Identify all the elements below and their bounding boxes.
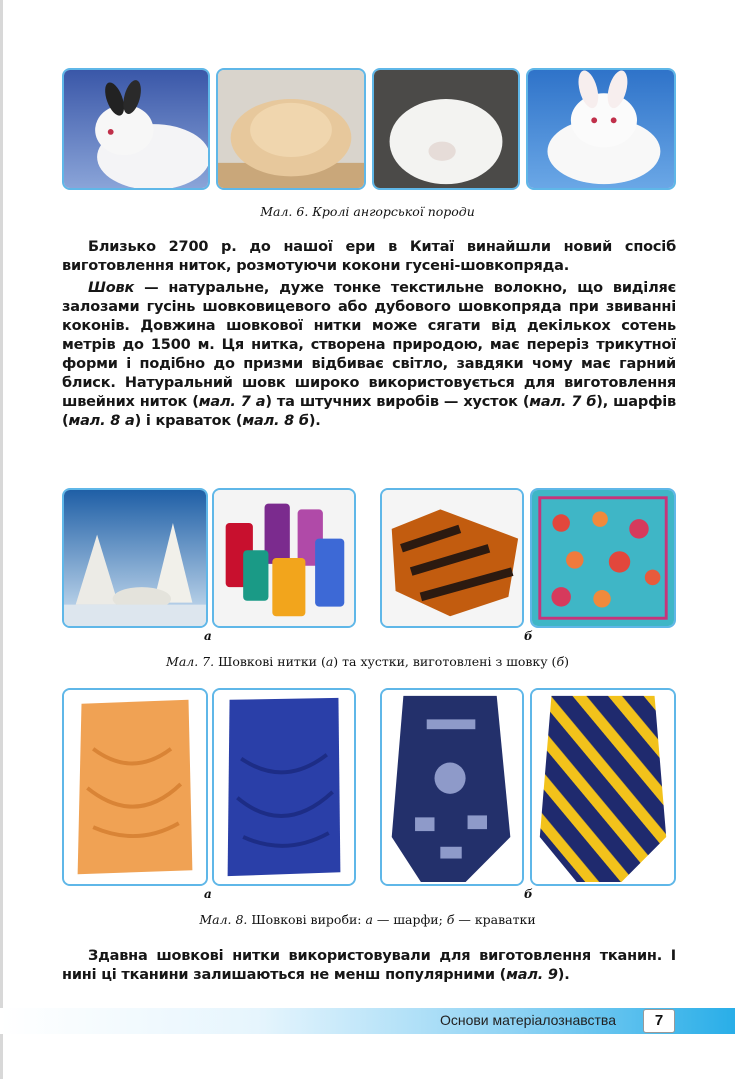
ref-fig7a: мал. 7 а — [198, 394, 266, 410]
figure8-caption-part3: — краватки — [454, 912, 536, 927]
photo-scarf-patterned — [530, 488, 676, 628]
paragraph-1-text: Близько 2700 р. до нашої ери в Китаї винайшли новий спосіб виготовлення ниток, розмотуючи кокони гусені-шовкопряда. — [62, 239, 676, 274]
figure7-caption-part1: Шовкові нитки ( — [214, 654, 326, 669]
footer-bar — [0, 1008, 735, 1034]
figure8-caption-part1: Шовкові вироби: — [247, 912, 366, 927]
photo-tie-patterned — [380, 688, 524, 886]
figure7-label-b: б — [524, 629, 533, 643]
figure7-caption-a: а — [325, 654, 334, 669]
figure7-caption-b: б — [556, 654, 565, 669]
figure7-caption-part3: ) — [564, 654, 569, 669]
ref-fig7b: мал. 7 б — [529, 394, 597, 410]
figure7-caption-part2: ) та хустки, виготовлені з шовку ( — [333, 654, 557, 669]
paragraph-3-part2: ). — [557, 967, 570, 983]
figure7-caption — [0, 654, 735, 669]
figure8-caption-a: а — [365, 912, 373, 927]
ref-fig8a: мал. 8 а — [68, 413, 135, 429]
photo-rabbit-2 — [216, 68, 366, 190]
paragraph-2-part5: ). — [308, 413, 321, 429]
paragraph-2-part3: ), шарфів ( — [62, 394, 677, 429]
paragraph-2-part2: ) та штучних виробів — хусток ( — [265, 394, 530, 410]
photo-scarf-blue — [212, 688, 356, 886]
paragraph-2-part1: — натуральне, дуже тонке текстильне волокно, що виділяє залозами гусінь шовковицевого або дубового шовкопряда при звиванні коконів. Довжина шовкової нитки може сягати від декількох сотень метрів до 1500 м. Ця нитка, створена природою, має переріз трикутної форми і подібно до призми відбиває світло, завдяки чому має гарний блиск. Натуральний шовк широко використовується для виготовлення швейних ниток ( — [62, 280, 676, 410]
paragraph-3 — [62, 947, 676, 985]
figure8-caption-b: б — [446, 912, 455, 927]
photo-thread-cones-white — [62, 488, 208, 628]
page-number: 7 — [643, 1009, 675, 1033]
photo-rabbit-1 — [62, 68, 210, 190]
figure8-label-a: а — [204, 887, 212, 901]
photo-scarf-brown-orange — [380, 488, 524, 628]
ref-fig8b: мал. 8 б — [242, 413, 309, 429]
figure6-caption-text: Мал. 6. Кролі ангорської породи — [260, 204, 475, 219]
footer-title: Основи матеріалознавства — [439, 1012, 616, 1028]
paragraph-2 — [62, 279, 676, 431]
paragraph-3-part1: Здавна шовкові нитки використовували для виготовлення тканин. І нині ці тканини залишаються не менш популярними ( — [62, 948, 676, 983]
figure8-caption — [0, 912, 735, 927]
term-silk: Шовк — [88, 280, 135, 296]
photo-scarf-orange — [62, 688, 208, 886]
figure7-label-a: а — [204, 629, 212, 643]
figure8-label-b: б — [524, 887, 533, 901]
photo-rabbit-4 — [526, 68, 676, 190]
paragraph-1 — [62, 238, 676, 276]
photo-rabbit-3 — [372, 68, 520, 190]
figure8-caption-part2: — шарфи; — [372, 912, 447, 927]
figure6-caption — [0, 204, 735, 219]
figure7-caption-number: Мал. 7. — [166, 654, 215, 669]
photo-thread-spools-colored — [212, 488, 356, 628]
ref-fig9: мал. 9 — [506, 967, 558, 983]
photo-tie-striped — [530, 688, 676, 886]
figure8-caption-number: Мал. 8. — [199, 912, 248, 927]
paragraph-2-part4: ) і краваток ( — [134, 413, 243, 429]
